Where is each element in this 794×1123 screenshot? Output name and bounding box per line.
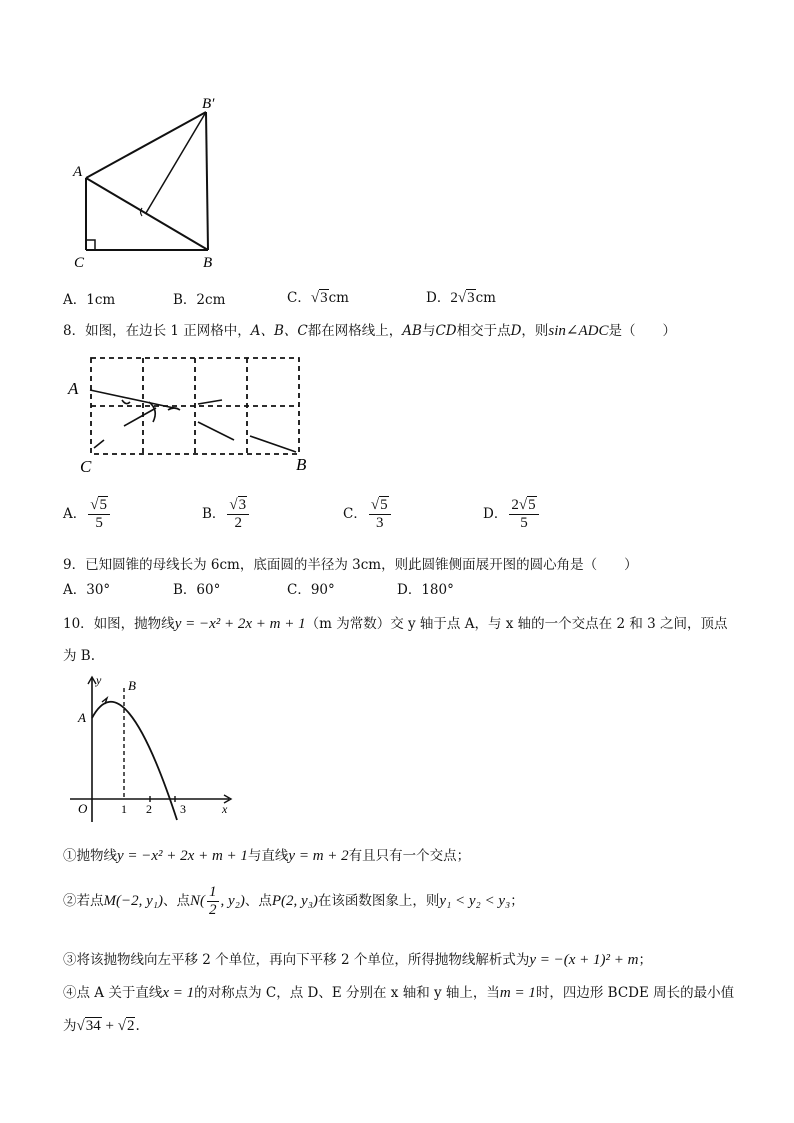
denominator: 2 — [234, 515, 243, 531]
q9-option-c: C．90° — [287, 582, 335, 598]
option-letter: C． — [343, 506, 367, 522]
denominator: 5 — [520, 515, 528, 531]
q10-label-1: 1 — [121, 802, 127, 816]
q8-option-d: D． $\frac{2√5}{5}$ — [483, 497, 541, 532]
radicand: 5 — [99, 497, 107, 513]
option-value: 2cm — [196, 292, 226, 308]
q8-option-c: C． $\frac{√5}{3}$ — [343, 497, 393, 532]
q8-label-a: A — [68, 379, 79, 398]
option-letter: A． — [63, 292, 87, 308]
q8-stem: 8．如图，在边长 1 正网格中，A、B、C都在网格线上，AB与CD相交于点D，则sin∠ADC是（ ） — [63, 323, 676, 339]
q7-label-bprime: B′ — [202, 96, 215, 112]
q10-label-a: A — [78, 710, 86, 725]
option-unit: cm — [475, 290, 496, 306]
q9-option-b: B．60° — [173, 582, 221, 598]
q7-option-d: D．2√3cm — [426, 290, 496, 306]
q7-option-a — [63, 288, 115, 308]
denominator: 3 — [375, 515, 384, 531]
q9-option-a: A．30° — [63, 582, 111, 598]
q10-label-b: B — [128, 678, 136, 693]
q10-stem-line2: 为 B. — [63, 648, 96, 664]
q7-option-c: C．√3cm — [287, 290, 349, 306]
q8-label-b: B — [296, 455, 307, 474]
radicand: 3 — [467, 290, 475, 306]
q8-option-a: A． $\frac{√5}{5}$ — [63, 497, 112, 532]
coefficient: 2 — [450, 290, 458, 306]
q9-option-d: D．180° — [397, 582, 454, 598]
option-letter: A． — [63, 506, 87, 522]
q10-parabola-figure — [64, 672, 244, 832]
q10-label-3: 3 — [180, 802, 186, 816]
denominator: 5 — [95, 515, 103, 531]
q10-statement-3: ③将该抛物线向左平移 2 个单位，再向下平移 2 个单位，所得抛物线解析式为y = −(x + 1)² + m； — [63, 952, 652, 968]
q10-label-x: x — [222, 802, 228, 816]
q7-option-b — [173, 288, 225, 308]
coefficient: 2 — [511, 497, 519, 513]
q10-statement-4-continued: 为√34 + √2. — [63, 1018, 140, 1034]
radicand: 5 — [380, 497, 388, 513]
radicand: 3 — [238, 497, 247, 513]
option-letter: C． — [287, 290, 311, 306]
option-letter: B． — [202, 506, 226, 522]
radicand: 3 — [320, 290, 328, 306]
q10-label-o: O — [78, 801, 88, 816]
q7-label-c: C — [74, 255, 85, 271]
q7-figure — [70, 92, 230, 272]
option-letter: D． — [426, 290, 451, 306]
q8-grid-figure — [64, 350, 324, 475]
option-letter: B． — [173, 292, 197, 308]
q7-label-b: B — [203, 255, 213, 271]
q10-stem-line1: 10．如图，抛物线y = −x² + 2x + m + 1（m 为常数）交 y 轴于点 A，与 x 轴的一个交点在 2 和 3 之间，顶点 — [63, 616, 728, 632]
radicand: 5 — [528, 497, 536, 513]
q10-label-2: 2 — [146, 802, 152, 816]
q7-label-a: A — [73, 164, 83, 180]
q10-statement-2: ②若点M(−2, y₁)、点N( $\frac{1}{2}$ , y₂)、点P(2, y₃)在该函数图象上，则y₁ < y₂ < y₃； — [63, 884, 524, 918]
option-unit: cm — [328, 290, 349, 306]
q10-statement-1: ①抛物线y = −x² + 2x + m + 1与直线y = m + 2有且只有一个交点； — [63, 848, 471, 864]
q8-label-c: C — [80, 457, 92, 475]
q8-option-b: B． $\frac{√3}{2}$ — [202, 497, 251, 532]
q10-label-y: y — [96, 673, 102, 687]
option-value: 1cm — [86, 292, 116, 308]
q9-stem: 9．已知圆锥的母线长为 6cm，底面圆的半径为 3cm，则此圆锥侧面展开图的圆心角是（ ） — [63, 557, 638, 573]
q10-statement-4: ④点 A 关于直线x = 1的对称点为 C，点 D、E 分别在 x 轴和 y 轴上，当m = 1时，四边形 BCDE 周长的最小值 — [63, 985, 735, 1001]
option-letter: D． — [483, 506, 508, 522]
